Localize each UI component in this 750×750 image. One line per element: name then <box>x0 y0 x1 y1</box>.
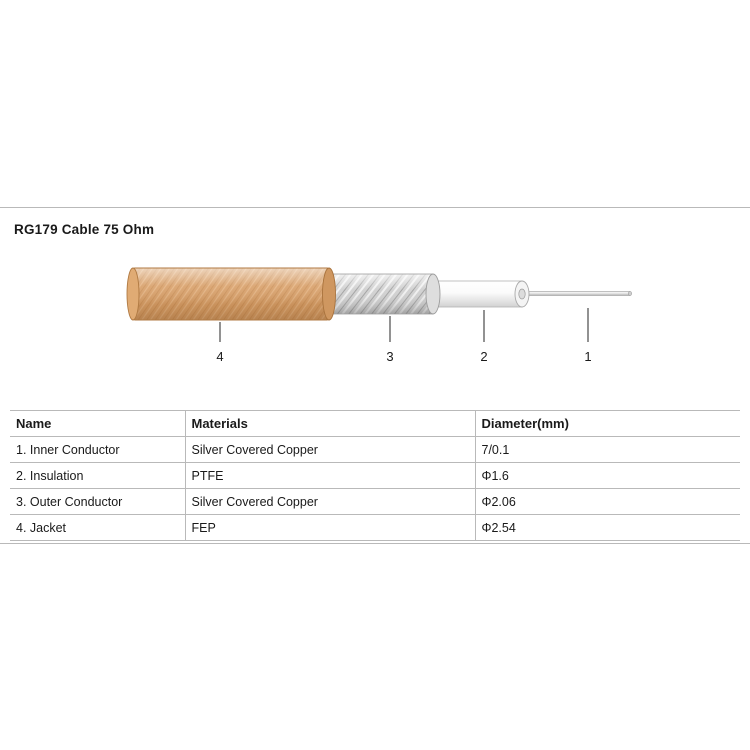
cell-name: 1. Inner Conductor <box>10 437 185 463</box>
callout-3 <box>386 316 393 364</box>
column-header-name: Name <box>10 411 185 437</box>
callout-4 <box>216 322 223 364</box>
callout-1 <box>584 308 591 364</box>
specification-table <box>10 410 740 541</box>
page-title: RG179 Cable 75 Ohm <box>14 222 155 237</box>
layer-outer-conductor <box>325 274 440 314</box>
column-header-diameter: Diameter(mm) <box>475 411 740 437</box>
cell-materials: Silver Covered Copper <box>185 437 475 463</box>
cell-diameter: Φ2.06 <box>475 489 740 515</box>
table-header-row <box>10 411 740 437</box>
cell-materials: FEP <box>185 515 475 541</box>
cell-diameter: Φ2.54 <box>475 515 740 541</box>
cell-materials: Silver Covered Copper <box>185 489 475 515</box>
spec-sheet <box>0 207 750 544</box>
callout-label-1: 1 <box>584 349 592 364</box>
callout-label-2: 2 <box>480 349 488 364</box>
cell-name: 2. Insulation <box>10 463 185 489</box>
cell-materials: PTFE <box>185 463 475 489</box>
callout-label-4: 4 <box>216 349 224 364</box>
cell-name: 3. Outer Conductor <box>10 489 185 515</box>
callout-label-3: 3 <box>386 349 394 364</box>
table-row <box>10 489 740 515</box>
column-header-materials: Materials <box>185 411 475 437</box>
layer-insulation <box>430 281 529 307</box>
callout-2 <box>480 310 487 364</box>
table-row <box>10 515 740 541</box>
cell-diameter: 7/0.1 <box>475 437 740 463</box>
cell-name: 4. Jacket <box>10 515 185 541</box>
table-row <box>10 463 740 489</box>
layer-jacket <box>127 268 336 320</box>
layer-inner-conductor <box>520 292 632 296</box>
table-row <box>10 437 740 463</box>
cable-cutaway-diagram <box>0 248 750 388</box>
cell-diameter: Φ1.6 <box>475 463 740 489</box>
